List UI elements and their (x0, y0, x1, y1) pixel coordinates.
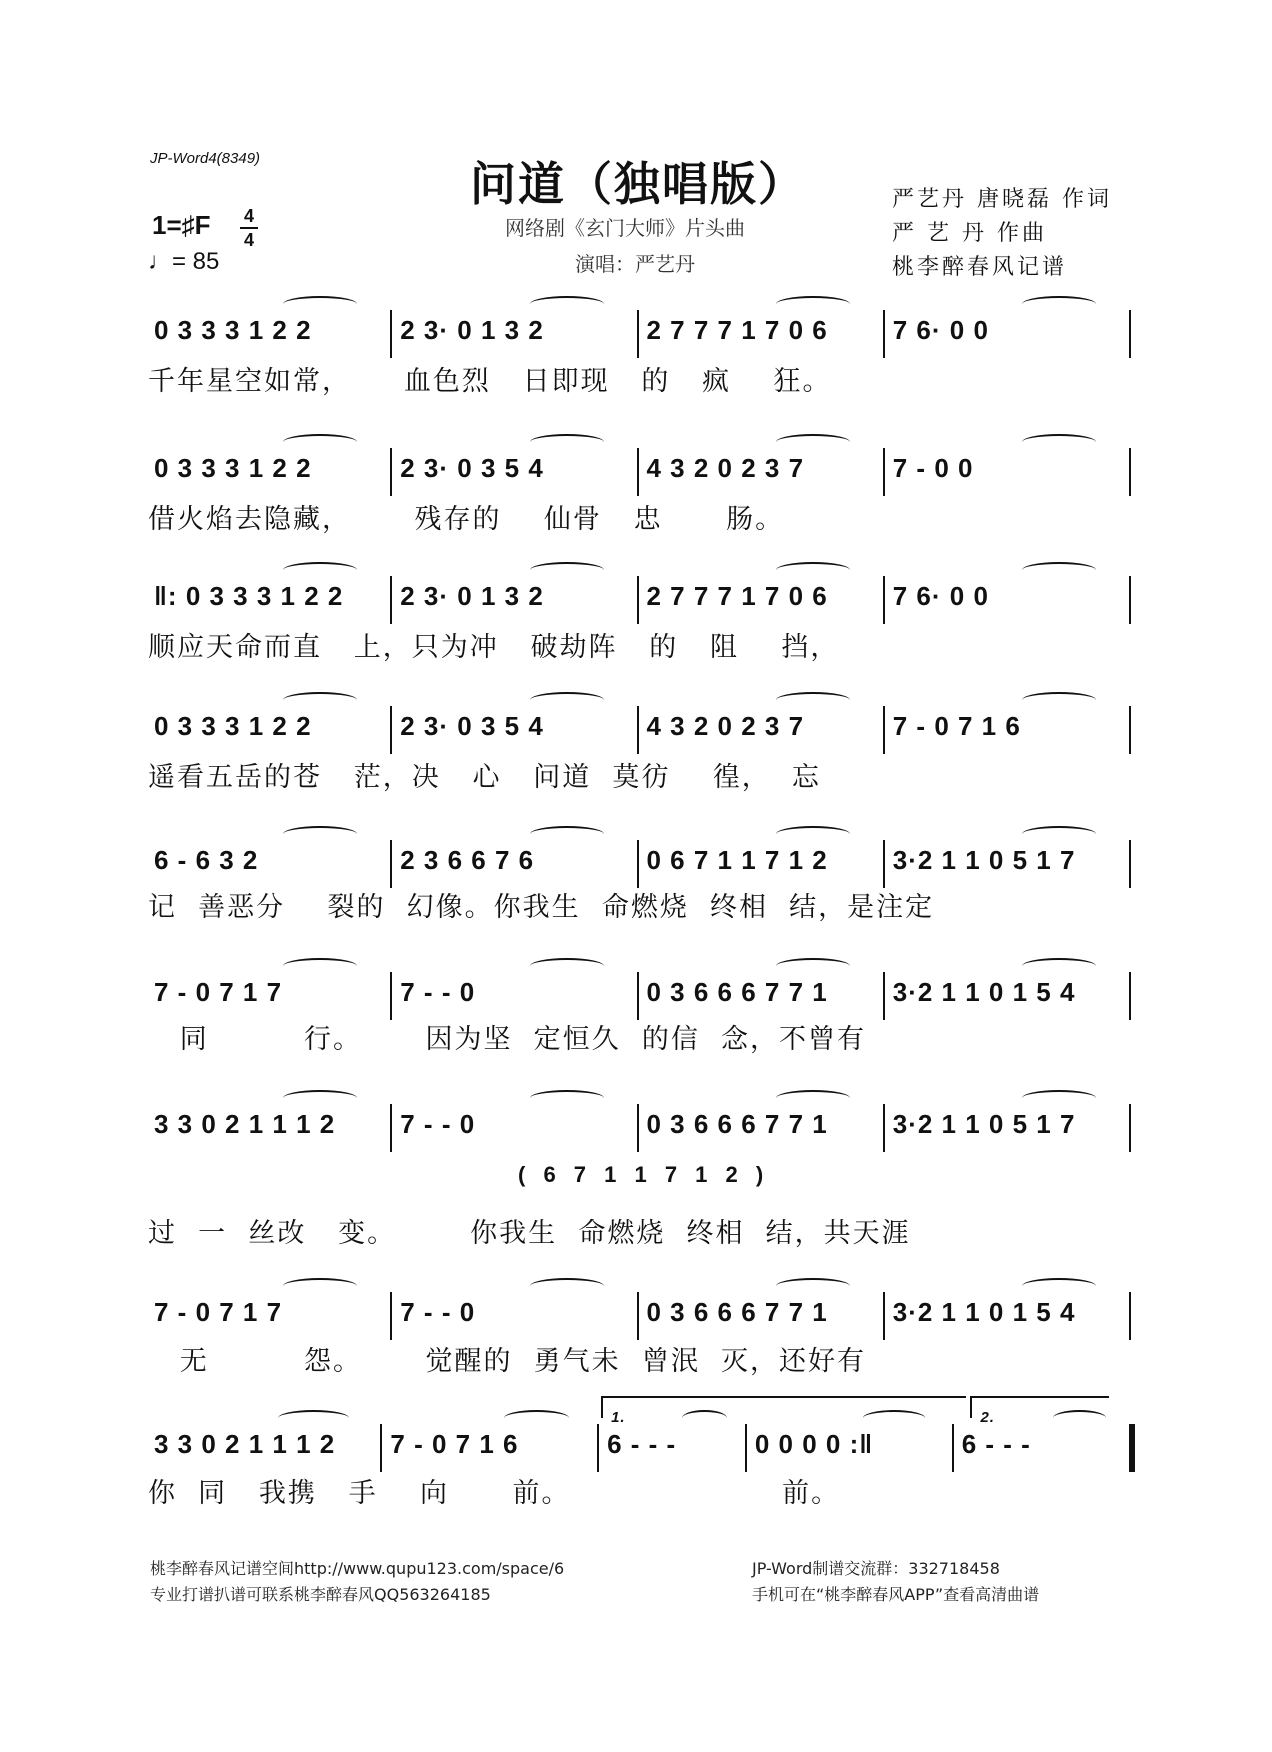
measure: 3·2 1 1 0 1 5 4 (892, 977, 1076, 1007)
slur-mark (530, 562, 604, 578)
measure: 7 - 0 7 1 7 (154, 1297, 283, 1327)
barline (597, 1424, 599, 1472)
barline (1129, 1292, 1131, 1340)
slur-mark (283, 692, 357, 708)
slur-mark (776, 434, 850, 450)
slur-mark (530, 434, 604, 450)
key-signature: 1=♯F (152, 210, 211, 240)
measure: 4 3 2 0 2 3 7 (646, 453, 805, 483)
slur-mark (1022, 692, 1096, 708)
slur-mark (1022, 296, 1096, 312)
footer-left-line1: 桃李醉春风记谱空间http://www.qupu123.com/space/6 (150, 1559, 565, 1578)
measure: 0 3 3 3 1 2 2 (154, 453, 312, 483)
volta-first-ending: 1. (601, 1396, 966, 1418)
slur-mark (504, 1410, 569, 1426)
song-subtitle: 网络剧《玄门大师》片头曲 (505, 216, 745, 240)
measure: 7 - - 0 (400, 977, 476, 1007)
measure: 0 3 6 6 6 7 7 1 (646, 1109, 828, 1139)
slur-mark (530, 826, 604, 842)
barline (390, 448, 392, 496)
barline (637, 310, 639, 358)
slur-mark (283, 1090, 357, 1106)
barline (390, 840, 392, 888)
slur-mark (283, 562, 357, 578)
measure: 2 3 6 6 7 6 (400, 845, 535, 875)
barline (390, 1292, 392, 1340)
barline (1129, 576, 1131, 624)
slur-mark (530, 1090, 604, 1106)
slur-mark (776, 296, 850, 312)
notation-row (148, 448, 1133, 488)
barline (1129, 1104, 1131, 1152)
footer-right-line2: 手机可在“桃李醉春风APP”查看高清曲谱 (752, 1585, 1040, 1604)
time-signature (240, 206, 258, 250)
measure: 0 3 6 6 6 7 7 1 (646, 977, 828, 1007)
lyric-line: 你 同 我携 手 向 前。 前。 (148, 1478, 841, 1509)
notation-row (148, 972, 1133, 1012)
notation-row (148, 840, 1133, 880)
lyric-line: 千年星空如常， 血色烈 日即现 的 疯 狂。 (148, 366, 832, 397)
slur-mark (1022, 1090, 1096, 1106)
measure: 3·2 1 1 0 5 1 7 (892, 845, 1076, 875)
time-sig-top: 4 (243, 206, 254, 226)
lyric-line: 无 怨。 觉醒的 勇气未 曾泯 灭，还好有 (148, 1346, 866, 1377)
volta-second-ending: 2. (970, 1396, 1108, 1418)
barline (390, 972, 392, 1020)
slur-mark (1022, 1278, 1096, 1294)
measure: 3 3 0 2 1 1 1 2 (154, 1109, 336, 1139)
song-title: 问道（独唱版） (470, 157, 806, 211)
barline (883, 706, 885, 754)
slur-mark (776, 958, 850, 974)
measure: 7 - 0 7 1 6 (390, 1429, 519, 1459)
barline (380, 1424, 382, 1472)
measure: 7 - 0 7 1 6 (892, 711, 1021, 741)
lyric-line: 借火焰去隐藏， 残存的 仙骨 忠 肠。 (148, 504, 785, 535)
measure: 2 3· 0 1 3 2 (400, 581, 544, 611)
measure: 2 3· 0 1 3 2 (400, 315, 544, 345)
barline (637, 1104, 639, 1152)
slur-mark (776, 826, 850, 842)
measure: 2 3· 0 3 5 4 (400, 453, 544, 483)
time-sig-bottom: 4 (243, 230, 254, 250)
barline (883, 310, 885, 358)
measure: 6 - - - (961, 1429, 1031, 1459)
slur-mark (1022, 958, 1096, 974)
barline (952, 1424, 954, 1472)
barline (637, 706, 639, 754)
measure: 3·2 1 1 0 5 1 7 (892, 1109, 1076, 1139)
notation-row (148, 706, 1133, 746)
measure: 2 7 7 7 1 7 0 6 (646, 315, 828, 345)
barline (390, 310, 392, 358)
slur-mark (283, 1278, 357, 1294)
lyric-line: 顺应天命而直 上，只为冲 破劫阵 的 阻 挡， (148, 632, 840, 663)
software-label: JP-Word4(8349) (150, 150, 261, 167)
measure: 7 - 0 0 (892, 453, 974, 483)
slur-mark (776, 692, 850, 708)
measure: 7 - - 0 (400, 1109, 476, 1139)
measure: 0 3 3 3 1 2 2 (154, 315, 312, 345)
notation-row (148, 310, 1133, 350)
barline (637, 972, 639, 1020)
footer-left-line2: 专业打谱扒谱可联系桃李醉春风QQ563264185 (150, 1585, 491, 1604)
measure: 7 6· 0 0 (892, 581, 989, 611)
barline (390, 706, 392, 754)
barline (1129, 1424, 1135, 1472)
measure: 2 7 7 7 1 7 0 6 (646, 581, 828, 611)
barline (883, 972, 885, 1020)
slur-mark (530, 1278, 604, 1294)
lyric-line: 遥看五岳的苍 茫，决 心 问道 莫彷 徨， 忘 (148, 762, 821, 793)
barline (1129, 972, 1131, 1020)
measure: 7 - - 0 (400, 1297, 476, 1327)
lyric-line: 过 一 丝改 变。 你我生 命燃烧 终相 结，共天涯 (148, 1218, 911, 1249)
composer-credit: 严 艺 丹 作曲 (892, 221, 1047, 246)
barline (637, 576, 639, 624)
barline (883, 576, 885, 624)
slur-mark (283, 296, 357, 312)
slur-mark (530, 958, 604, 974)
lyricist-credit: 严艺丹 唐晓磊 作词 (892, 187, 1112, 212)
lyric-line: 记 善恶分 裂的 幻像。你我生 命燃烧 终相 结，是注定 (148, 892, 935, 923)
alternate-notes: ( 6 7 1 1 7 1 2 ) (518, 1162, 770, 1187)
slur-mark (776, 1090, 850, 1106)
notation-row (148, 1409, 1133, 1464)
measure: 3 3 0 2 1 1 1 2 (154, 1429, 336, 1459)
barline (390, 1104, 392, 1152)
measure: 0 3 6 6 6 7 7 1 (646, 1297, 828, 1327)
slur-mark (1022, 434, 1096, 450)
barline (745, 1424, 747, 1472)
footer-right-line1: JP-Word制谱交流群：332718458 (752, 1559, 1000, 1578)
slur-mark (283, 826, 357, 842)
slur-mark (1022, 562, 1096, 578)
tempo-mark: ♩= 85 (148, 248, 220, 275)
slur-mark (530, 692, 604, 708)
slur-mark (283, 958, 357, 974)
barline (390, 576, 392, 624)
barline (637, 840, 639, 888)
measure: 4 3 2 0 2 3 7 (646, 711, 805, 741)
slur-mark (1022, 826, 1096, 842)
barline (883, 1104, 885, 1152)
singer-label: 演唱：严艺丹 (575, 252, 695, 276)
barline (1129, 706, 1131, 754)
slur-mark (283, 434, 357, 450)
barline (883, 448, 885, 496)
measure: 6 - - - (607, 1429, 677, 1459)
barline (1129, 310, 1131, 358)
barline (883, 1292, 885, 1340)
slur-mark (278, 1410, 349, 1426)
lyric-line: 同 行。 因为坚 定恒久 的信 念，不曾有 (148, 1024, 866, 1055)
barline (883, 840, 885, 888)
measure: 0 6 7 1 1 7 1 2 (646, 845, 828, 875)
measure: 3·2 1 1 0 1 5 4 (892, 1297, 1076, 1327)
measure: ‖: 0 3 3 3 1 2 2 (154, 581, 344, 611)
slur-mark (776, 562, 850, 578)
barline (637, 448, 639, 496)
barline (1129, 840, 1131, 888)
notation-row (148, 1104, 1133, 1144)
notation-row (148, 1292, 1133, 1332)
measure: 2 3· 0 3 5 4 (400, 711, 544, 741)
measure: 7 6· 0 0 (892, 315, 989, 345)
measure: 0 0 0 0 :‖ (754, 1429, 874, 1459)
barline (1129, 448, 1131, 496)
measure: 0 3 3 3 1 2 2 (154, 711, 312, 741)
notation-row (148, 576, 1133, 616)
transcriber-credit: 桃李醉春风记谱 (892, 255, 1068, 280)
barline (637, 1292, 639, 1340)
slur-mark (530, 296, 604, 312)
slur-mark (776, 1278, 850, 1294)
time-sig-divider (240, 227, 258, 229)
measure: 7 - 0 7 1 7 (154, 977, 283, 1007)
measure: 6 - 6 3 2 (154, 845, 259, 875)
